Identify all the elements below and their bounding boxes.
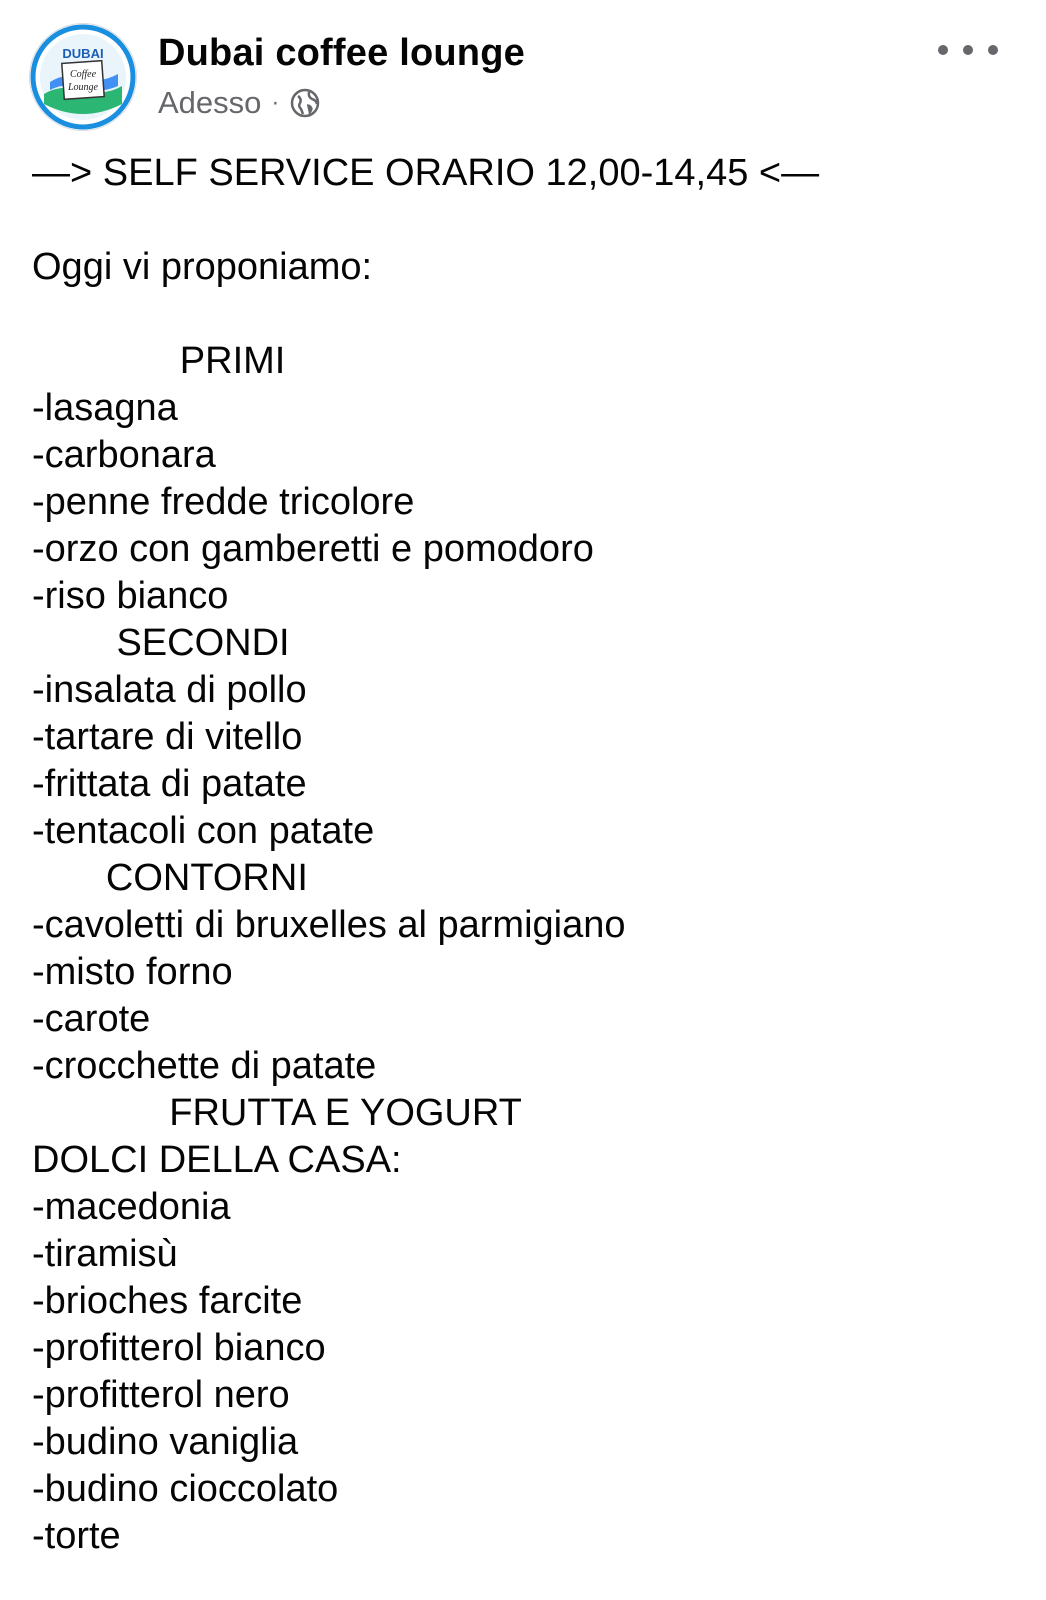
page-avatar[interactable] [30, 24, 136, 130]
dubai-coffee-lounge-logo-icon [30, 24, 136, 130]
meta-separator: · [271, 89, 280, 116]
post-text-line: -orzo con gamberetti e pomodoro [32, 528, 594, 570]
logo-text-mid: Coffee [69, 69, 97, 80]
globe-icon[interactable] [289, 87, 321, 119]
more-dot [988, 45, 998, 55]
post-text-line: Oggi vi proponiamo: [32, 246, 373, 288]
post-text-line: -carote [32, 998, 151, 1040]
more-dot [963, 45, 973, 55]
more-dot [938, 45, 948, 55]
post-text-line: SECONDI [32, 622, 290, 664]
post-text-line: -torte [32, 1515, 121, 1557]
post-text-line: PRIMI [32, 340, 286, 382]
post-text-line: -macedonia [32, 1186, 231, 1228]
post-text-line: -penne fredde tricolore [32, 481, 415, 523]
post-text-line: -insalata di pollo [32, 669, 307, 711]
post-text-line: -tartare di vitello [32, 716, 303, 758]
post-text [32, 150, 1022, 1560]
post-text-line: CONTORNI [32, 857, 308, 899]
post-text-line: -profitterol nero [32, 1374, 290, 1416]
post-text-line: -riso bianco [32, 575, 229, 617]
post-text-line [32, 291, 1022, 338]
post-timestamp[interactable]: Adesso [158, 85, 262, 120]
logo-text-top: DUBAI [62, 46, 104, 61]
post-text-line: —> SELF SERVICE ORARIO 12,00-14,45 <— [32, 152, 820, 194]
post-text-line: DOLCI DELLA CASA: [32, 1139, 402, 1181]
post-text-line: -cavoletti di bruxelles al parmigiano [32, 904, 626, 946]
post-text-line: -misto forno [32, 951, 233, 993]
post-meta [158, 84, 321, 122]
post-text-line: -tiramisù [32, 1233, 178, 1275]
post-text-line: -tentacoli con patate [32, 810, 375, 852]
more-options-icon[interactable] [938, 30, 998, 70]
post-text-line: -budino cioccolato [32, 1468, 339, 1510]
post-text-line: FRUTTA E YOGURT [32, 1092, 522, 1134]
logo-text-bottom: Lounge [68, 82, 98, 93]
page-name-link[interactable]: Dubai coffee lounge [158, 32, 525, 74]
post-text-line: -budino vaniglia [32, 1421, 299, 1463]
post-text-line: -crocchette di patate [32, 1045, 377, 1087]
post-text-line: -frittata di patate [32, 763, 307, 805]
post-text-line: -carbonara [32, 434, 216, 476]
post-text-line [32, 197, 1022, 244]
post-text-line: -profitterol bianco [32, 1327, 326, 1369]
post-text-line: -brioches farcite [32, 1280, 303, 1322]
post-text-line: -lasagna [32, 387, 178, 429]
post-header [0, 0, 1046, 140]
